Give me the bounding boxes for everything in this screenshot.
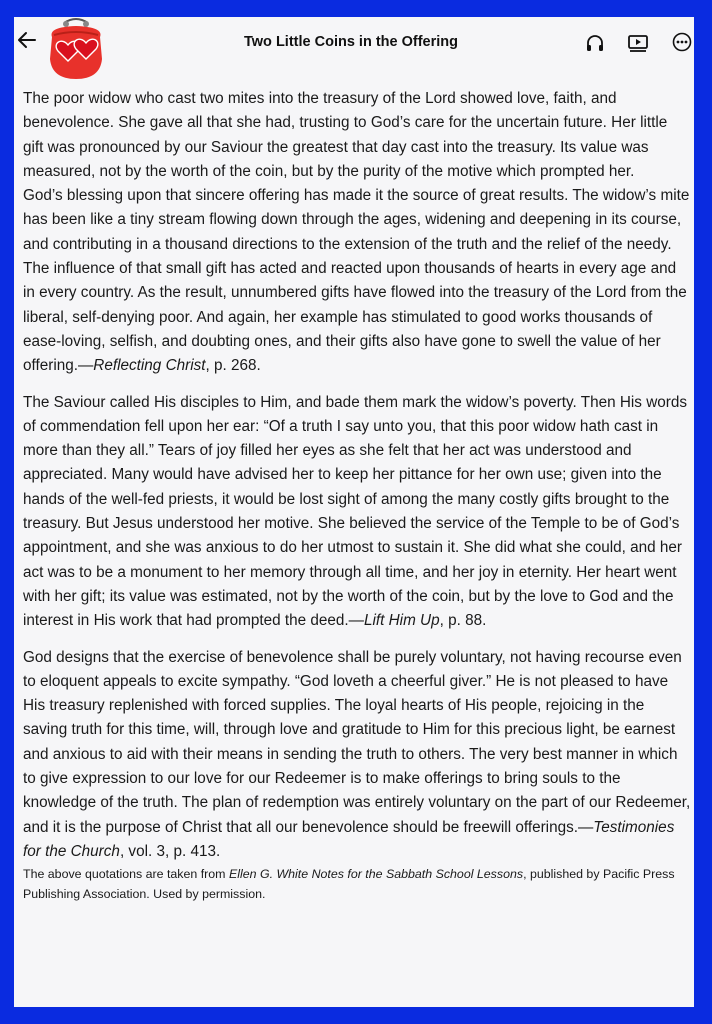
- paragraph: [23, 257, 691, 378]
- copyright-footer: [23, 864, 691, 904]
- source-ref: , vol. 3, p. 413.: [119, 842, 221, 860]
- article-body: [23, 87, 691, 904]
- paragraph: [23, 646, 691, 865]
- footer-prefix: The above quotations are taken from: [23, 867, 229, 882]
- headphones-icon[interactable]: [584, 32, 606, 54]
- footer-book: Ellen G. White Notes for the Sabbath School Lessons: [228, 867, 524, 882]
- paragraph-text: God designs that the exercise of benevolence shall be purely voluntary, not having recourse even to eloquent appeals to excite sympathy. “God loveth a cheerful giver.” He is not pleased to have His treasury replenished with forced supplies. The loyal hearts of His people, rejoicing in the saving truth for this time, will, through love and gratitude to Him for this precious light, be earnest and anxious to aid with their means in sending the truth to others. The very best manner in which to give expression to our love for our Redeemer is to make offerings to bring souls to the knowledge of the truth. The plan of redemption was entirely voluntary on the part of our Redeemer, and it is the purpose of Christ that all our benevolence should be freewill offerings.—: [23, 648, 691, 836]
- play-video-icon[interactable]: [627, 32, 649, 54]
- source-ref: , p. 268.: [205, 357, 261, 375]
- page-title: Two Little Coins in the Offering: [244, 34, 458, 50]
- source-title: Lift Him Up: [363, 612, 440, 630]
- paragraph: God’s blessing upon that sincere offering has made it the source of great results. The widow’s mite has been like a tiny stream flowing down through the ages, widening and deepening in its course, and contributing in a thousand directions to the extension of the truth and the relief of the needy.: [23, 187, 690, 253]
- source-title: Reflecting Christ: [93, 357, 206, 375]
- paragraph: The poor widow who cast two mites into the treasury of the Lord showed love, faith, and benevolence. She gave all that she had, trusting to God’s care for the uncertain future. Her little gift was pronounced by our Saviour the greatest that day cast into the treasury. Its value was measured, not by the worth of the coin, but by the purity of the motive which prompted her.: [23, 90, 668, 180]
- top-bar: [14, 17, 694, 67]
- paragraph: [23, 391, 691, 634]
- source-ref: , p. 88.: [439, 612, 487, 630]
- reader-page: [14, 17, 694, 1007]
- source-title: Testimonies for the Church: [23, 818, 675, 860]
- footer-suffix: , published by Pacific Press Publishing Association. Used by permission.: [23, 867, 675, 902]
- paragraph-text: The influence of that small gift has acted and reacted upon thousands of hearts in every age and in every country. As the result, unnumbered gifts have flowed into the treasury of the Lord from the liberal, self-denying poor. And again, her example has stimulated to good works thousands of ease-loving, selfish, and doubting ones, and their gifts also have gone to swell the value of her offering.—: [23, 260, 687, 375]
- paragraph-text: The Saviour called His disciples to Him, and bade them mark the widow’s poverty. Then His words of commendation fell upon her ear: “Of a truth I say unto you, that this poor widow hath cast in more than they all.” Tears of joy filled her eyes as she felt that her act was understood and appreciated. Many would have advised her to keep her pittance for her own use; given into the hands of the well-fed priests, it would be lost sight of among the many costly gifts brought to the treasury. But Jesus understood her motive. She believed the service of the Temple to be of God’s appointment, and she was anxious to do her utmost to sustain it. She did what she could, and her act was to be a monument to her memory through all time, and her joy in eternity. Her heart went with her gift; its value was estimated, not by the worth of the coin, but by the love to God and the interest in His work that had prompted the deed.—: [23, 393, 688, 630]
- more-options-icon[interactable]: [671, 31, 693, 53]
- back-arrow-icon[interactable]: [16, 29, 38, 51]
- coin-purse-hearts-icon: [40, 17, 112, 81]
